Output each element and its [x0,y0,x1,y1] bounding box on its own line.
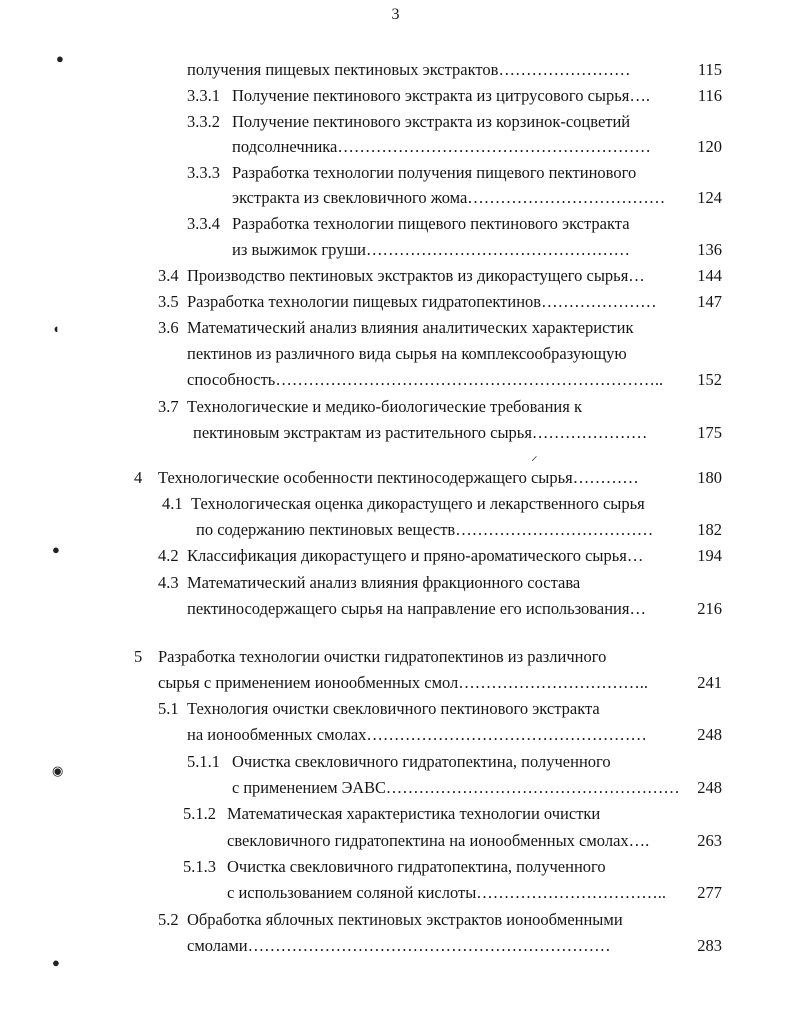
toc-text: Разработка технологии пищевого пектинового экстракта [232,214,630,233]
toc-text: сырья с применением ионообменных смол…………………………….. [158,673,649,692]
toc-num: 3.4 [158,266,179,285]
toc-page: 116 [697,86,722,105]
toc-text: Производство пектиновых экстрактов из дикорастущего сырья… [187,266,645,285]
toc-num: 5.1.2 [183,804,216,823]
toc-text: Получение пектинового экстракта из корзинок-соцветий [232,112,631,131]
toc-text: Технологические особенности пектиносодержащего сырья………… [158,468,639,487]
toc-num: 3.3.2 [187,112,220,131]
scan-mark: ⸝ [531,448,538,463]
toc-text: способность…………………………………………………………….. [187,370,664,389]
toc-text: пектиносодержащего сырья на направление его использования… [187,599,646,618]
toc-page: 277 [697,883,722,902]
toc-page: 136 [697,240,722,259]
toc-page: 182 [697,520,722,539]
toc-text: подсолнечника………………………………………………… [232,137,651,156]
toc-text: с использованием соляной кислоты…………………………….. [227,883,667,902]
toc-text: получения пищевых пектиновых экстрактов…………………… [187,60,631,79]
toc-num: 5.1.1 [187,752,220,771]
toc-page: 144 [697,266,722,285]
toc-text: Математическая характеристика технологии очистки [227,804,601,823]
toc-text: Очистка свекловичного гидратопектина, полученного [227,857,606,876]
toc-text: свекловичного гидратопектина на ионообменных смолах…. [227,831,650,850]
toc-text: Технологические и медико-биологические требования к [187,397,582,416]
scan-mark: ● [52,542,60,557]
toc-num: 3.3.4 [187,214,220,233]
scan-mark: ● [52,955,60,970]
toc-num: 3.3.3 [187,163,220,182]
toc-page: 152 [697,370,722,389]
toc-text: пектинов из различного вида сырья на комплексообразующую [187,344,627,363]
toc-page: 115 [697,60,722,79]
toc-text: экстракта из свекловичного жома……………………………… [232,188,666,207]
toc-num: 5.2 [158,910,179,929]
toc-text: Разработка технологии пищевых гидратопектинов………………… [187,292,657,311]
toc-text: пектиновым экстрактам из растительного сырья………………… [193,423,648,442]
toc-page: 147 [697,292,722,311]
toc-num: 3.7 [158,397,179,416]
toc-num: 4.2 [158,546,179,565]
scan-mark: ◖ [52,321,60,336]
scan-mark: ◉ [52,763,64,778]
toc-text: Получение пектинового экстракта из цитрусового сырья…. [232,86,651,105]
toc-text: Технологическая оценка дикорастущего и лекарственного сырья [191,494,645,513]
toc-page: 263 [697,831,722,850]
toc-page: 241 [697,673,722,692]
toc-num: 3.3.1 [187,86,220,105]
toc-page: 194 [697,546,722,565]
toc-text: смолами………………………………………………………… [187,936,611,955]
toc-page: 175 [697,423,722,442]
toc-num: 5.1 [158,699,179,718]
toc-page: 248 [697,725,722,744]
toc-page: 216 [697,599,722,618]
toc-num: 4.3 [158,573,179,592]
toc-text: Математический анализ влияния аналитических характеристик [187,318,634,337]
toc-text: Обработка яблочных пектиновых экстрактов ионообменными [187,910,623,929]
toc-text: Технология очистки свекловичного пектинового экстракта [187,699,600,718]
toc-text: по содержанию пектиновых веществ……………………………… [196,520,654,539]
toc-page: 283 [697,936,722,955]
toc-num: 3.6 [158,318,179,337]
toc-page: 180 [697,468,722,487]
toc-text: Разработка технологии получения пищевого пектинового [232,163,637,182]
scan-mark: ● [56,51,64,66]
toc-text: Классификация дикорастущего и пряно-ароматического сырья… [187,546,644,565]
toc-page: 248 [697,778,722,797]
toc-page: 124 [697,188,722,207]
page-number: 3 [391,6,400,23]
toc-text: Очистка свекловичного гидратопектина, полученного [232,752,611,771]
toc-num: 5.1.3 [183,857,216,876]
toc-text: Разработка технологии очистки гидратопектинов из различного [158,647,607,666]
toc-text: из выжимок груши………………………………………… [232,240,630,259]
toc-text: Математический анализ влияния фракционного состава [187,573,581,592]
toc-num: 4 [134,468,143,487]
toc-text: с применением ЭАВС……………………………………………… [232,778,680,797]
toc-page: 120 [697,137,722,156]
toc-text: на ионообменных смолах…………………………………………… [187,725,647,744]
toc-num: 5 [134,647,143,666]
toc-num: 3.5 [158,292,179,311]
toc-num: 4.1 [162,494,183,513]
